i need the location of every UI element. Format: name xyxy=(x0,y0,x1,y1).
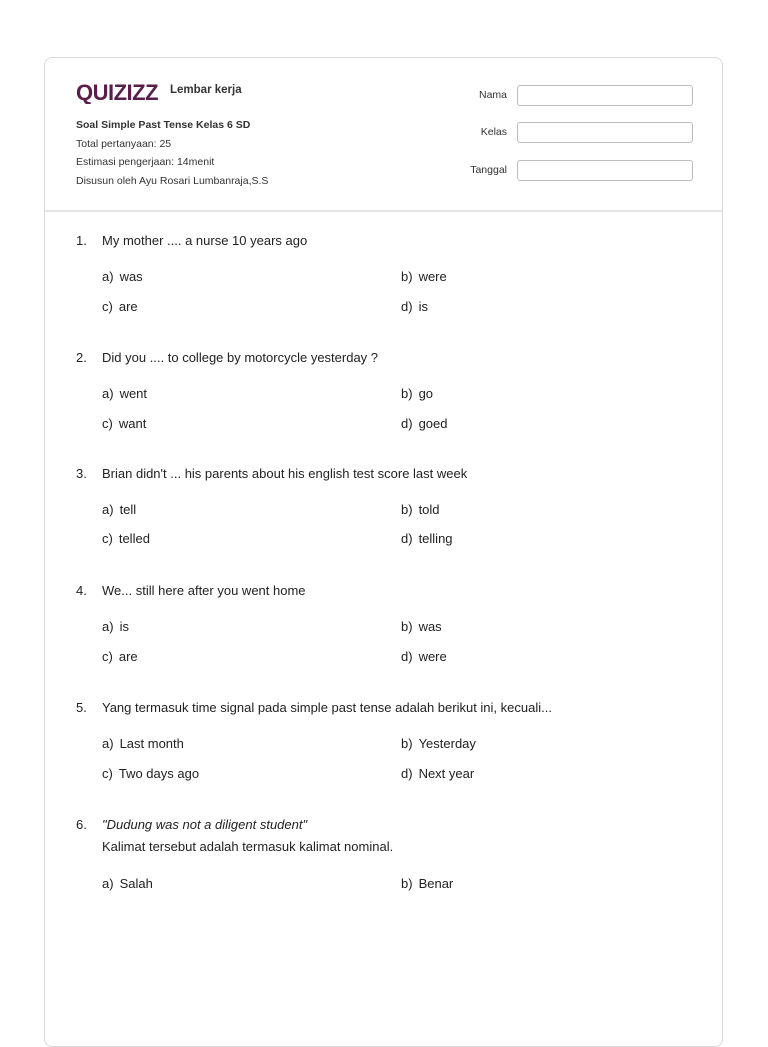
option-letter: b) xyxy=(401,619,413,634)
question-6 xyxy=(76,815,696,891)
class-input[interactable] xyxy=(518,123,696,144)
question-stem: Yang termasuk time signal pada simple past tense adalah berikut ini, kecuali... xyxy=(102,700,552,715)
option-letter: a) xyxy=(102,269,114,284)
question-stem: My mother .... a nurse 10 years ago xyxy=(102,233,308,248)
option-c xyxy=(102,297,138,316)
option-a xyxy=(102,500,136,519)
question-stem: Did you .... to college by motorcycle yesterday ? xyxy=(102,350,379,365)
option-text: tell xyxy=(119,502,137,517)
name-field[interactable] xyxy=(517,85,693,106)
name-label: Nama xyxy=(478,89,507,101)
option-letter: b) xyxy=(401,502,413,517)
option-letter: c) xyxy=(102,299,113,314)
option-b xyxy=(401,267,447,286)
option-text: go xyxy=(418,386,434,401)
question-number: 3. xyxy=(76,466,87,481)
option-text: were xyxy=(418,269,447,284)
option-c xyxy=(102,647,138,666)
option-letter: d) xyxy=(401,531,413,546)
option-d xyxy=(401,297,428,316)
option-letter: b) xyxy=(401,269,413,284)
option-text: want xyxy=(118,416,147,431)
option-text: Yesterday xyxy=(418,736,476,751)
question-stem: "Dudung was not a diligent student" xyxy=(102,817,308,832)
name-input[interactable] xyxy=(518,86,696,107)
option-text: Benar xyxy=(418,876,454,891)
question-3 xyxy=(76,464,696,546)
option-d xyxy=(401,647,447,666)
question-stem: Brian didn't ... his parents about his english test score last week xyxy=(102,466,468,481)
option-a xyxy=(102,267,143,286)
option-letter: d) xyxy=(401,649,413,664)
date-input[interactable] xyxy=(518,161,696,182)
option-letter: b) xyxy=(401,386,413,401)
option-text: Next year xyxy=(418,766,475,781)
option-letter: c) xyxy=(102,416,113,431)
quiz-title: Soal Simple Past Tense Kelas 6 SD xyxy=(76,119,251,131)
option-a xyxy=(102,734,184,753)
option-c xyxy=(102,764,199,783)
option-text: Two days ago xyxy=(118,766,200,781)
class-label: Kelas xyxy=(480,126,507,138)
option-letter: a) xyxy=(102,502,114,517)
question-number: 5. xyxy=(76,700,87,715)
estimated-time: Estimasi pengerjaan: 14menit xyxy=(76,156,215,168)
logo-text: QUIZIZZ xyxy=(76,80,159,104)
option-text: goed xyxy=(418,416,448,431)
option-b xyxy=(401,500,440,519)
option-letter: c) xyxy=(102,766,113,781)
option-b xyxy=(401,384,433,403)
option-text: is xyxy=(119,619,129,634)
brand-row xyxy=(76,80,242,104)
option-c xyxy=(102,529,150,548)
question-4 xyxy=(76,581,696,664)
date-label: Tanggal xyxy=(470,164,507,176)
option-d xyxy=(401,529,453,548)
option-b xyxy=(401,874,453,893)
worksheet-header xyxy=(45,58,722,212)
date-field[interactable] xyxy=(517,160,693,181)
option-text: is xyxy=(418,299,428,314)
author: Disusun oleh Ayu Rosari Lumbanraja,S.S xyxy=(76,174,269,187)
question-number: 2. xyxy=(76,350,87,365)
option-letter: d) xyxy=(401,766,413,781)
option-text: were xyxy=(418,649,447,664)
quizizz-logo xyxy=(76,80,164,104)
option-letter: a) xyxy=(102,619,114,634)
option-letter: a) xyxy=(102,876,114,891)
option-text: was xyxy=(119,269,143,284)
option-letter: c) xyxy=(102,649,113,664)
option-c xyxy=(102,414,146,433)
total-questions: Total pertanyaan: 25 xyxy=(76,137,172,150)
option-d xyxy=(401,414,447,433)
question-number: 6. xyxy=(76,817,87,832)
option-a xyxy=(102,617,129,636)
worksheet-card xyxy=(44,57,723,1047)
option-letter: d) xyxy=(401,299,413,314)
option-text: are xyxy=(118,649,138,664)
option-b xyxy=(401,734,476,753)
option-a xyxy=(102,384,147,403)
question-number: 1. xyxy=(76,233,87,248)
worksheet-caption: Lembar kerja xyxy=(170,84,242,96)
option-text: told xyxy=(418,502,440,517)
option-letter: b) xyxy=(401,876,413,891)
question-stem-line-2: Kalimat tersebut adalah termasuk kalimat nominal. xyxy=(102,839,394,854)
option-letter: a) xyxy=(102,736,114,751)
question-stem: We... still here after you went home xyxy=(102,583,306,598)
option-text: Salah xyxy=(119,876,153,891)
option-text: are xyxy=(118,299,138,314)
option-letter: c) xyxy=(102,531,113,546)
option-text: telled xyxy=(118,531,150,546)
question-number: 4. xyxy=(76,583,87,598)
question-2 xyxy=(76,348,696,431)
option-text: Last month xyxy=(119,736,184,751)
question-5 xyxy=(76,698,696,781)
quiz-meta xyxy=(76,116,268,190)
class-field[interactable] xyxy=(517,122,693,143)
option-letter: d) xyxy=(401,416,413,431)
option-d xyxy=(401,764,474,783)
question-1 xyxy=(76,231,696,314)
option-a xyxy=(102,874,153,893)
option-b xyxy=(401,617,442,636)
option-text: telling xyxy=(418,531,453,546)
option-letter: b) xyxy=(401,736,413,751)
option-text: was xyxy=(418,619,442,634)
option-text: went xyxy=(119,386,148,401)
option-letter: a) xyxy=(102,386,114,401)
